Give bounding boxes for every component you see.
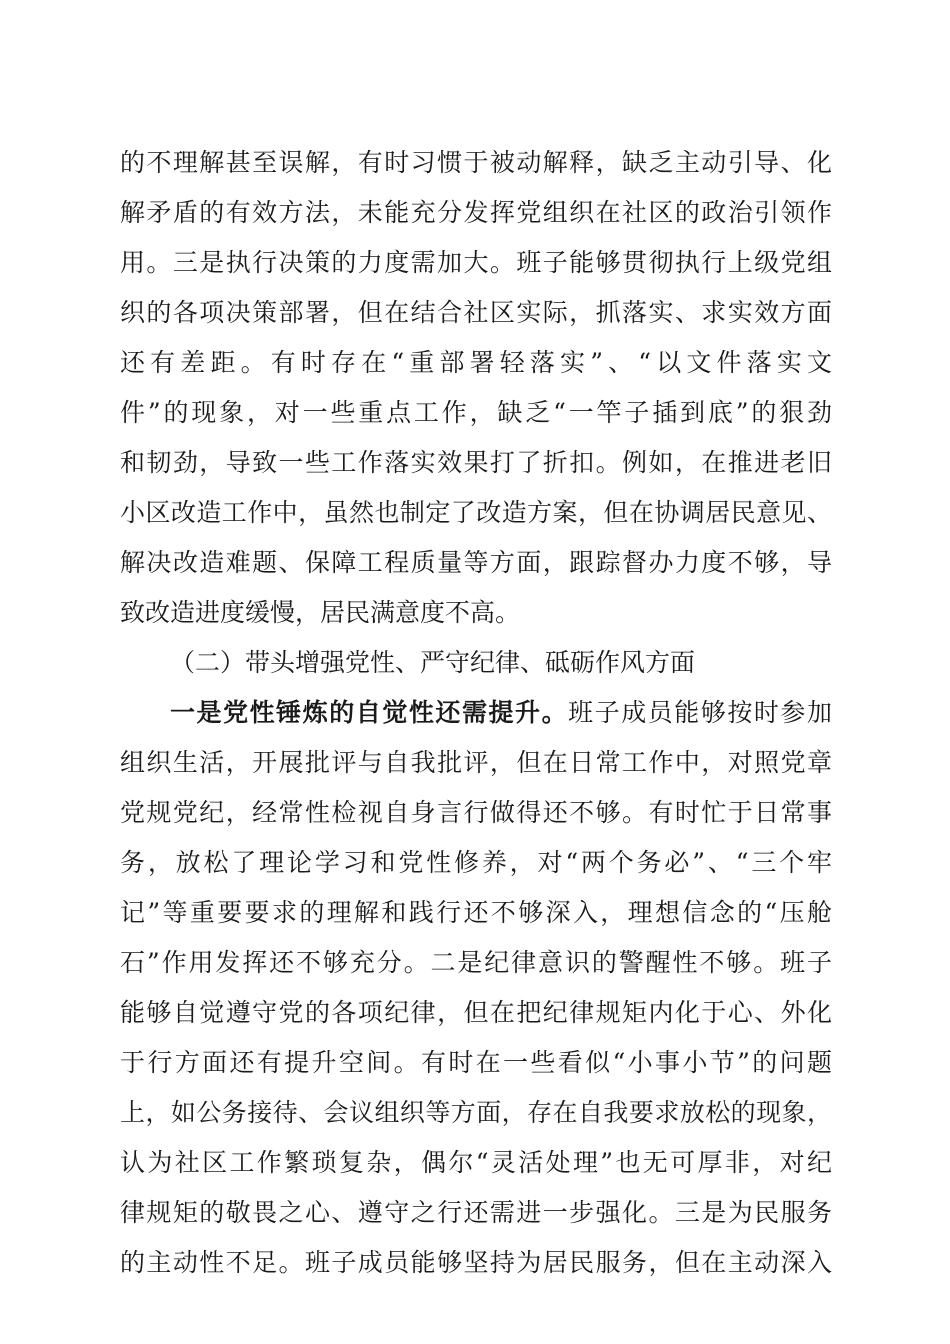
- body-text-line: 件”的现象，对一些重点工作，缺乏“一竿子插到底”的狠劲: [120, 398, 832, 427]
- body-text-line: 解矛盾的有效方法，未能充分发挥党组织在社区的政治引领作: [120, 198, 832, 227]
- body-text-line: 解决改造难题、保障工程质量等方面，跟踪督办力度不够，导: [120, 548, 832, 577]
- body-text-line: 认为社区工作繁琐复杂，偶尔“灵活处理”也无可厚非，对纪: [120, 1148, 832, 1177]
- body-text-line: 石”作用发挥还不够充分。二是纪律意识的警醒性不够。班子: [120, 948, 832, 977]
- body-text-line: 还有差距。有时存在“重部署轻落实”、“以文件落实文: [120, 348, 832, 377]
- body-text-line: 的不理解甚至误解，有时习惯于被动解释，缺乏主动引导、化: [120, 148, 832, 177]
- paragraph-first-line-rest: 班子成员能够按时参加: [568, 698, 832, 727]
- body-text-line: 于行方面还有提升空间。有时在一些看似“小事小节”的问题: [120, 1048, 832, 1077]
- section-heading: （二）带头增强党性、严守纪律、砥砺作风方面: [170, 648, 696, 677]
- body-text-line: 党规党纪，经常性检视自身言行做得还不够。有时忙于日常事: [120, 798, 832, 827]
- body-text-line: 织的各项决策部署，但在结合社区实际，抓落实、求实效方面: [120, 298, 832, 327]
- body-text-line: 上，如公务接待、会议组织等方面，存在自我要求放松的现象，: [120, 1098, 832, 1127]
- body-text-line: 的主动性不足。班子成员能够坚持为居民服务，但在主动深入: [120, 1248, 832, 1277]
- body-text-line: 致改造进度缓慢，居民满意度不高。: [120, 598, 521, 627]
- body-text-line: 小区改造工作中，虽然也制定了改造方案，但在协调居民意见、: [120, 498, 832, 527]
- body-text-line: 组织生活，开展批评与自我批评，但在日常工作中，对照党章: [120, 748, 832, 777]
- body-text-line: 记”等重要要求的理解和践行还不够深入，理想信念的“压舱: [120, 898, 832, 927]
- paragraph-first-line: [170, 693, 832, 733]
- paragraph-lead-sentence: 一是党性锤炼的自觉性还需提升。: [170, 698, 569, 727]
- body-text-line: 和韧劲，导致一些工作落实效果打了折扣。例如，在推进老旧: [120, 448, 832, 477]
- body-text-line: 能够自觉遵守党的各项纪律，但在把纪律规矩内化于心、外化: [120, 998, 832, 1027]
- body-text-line: 务，放松了理论学习和党性修养，对“两个务必”、“三个牢: [120, 848, 832, 877]
- body-text-line: 律规矩的敬畏之心、遵守之行还需进一步强化。三是为民服务: [120, 1198, 832, 1227]
- body-text-line: 用。三是执行决策的力度需加大。班子能够贯彻执行上级党组: [120, 248, 832, 277]
